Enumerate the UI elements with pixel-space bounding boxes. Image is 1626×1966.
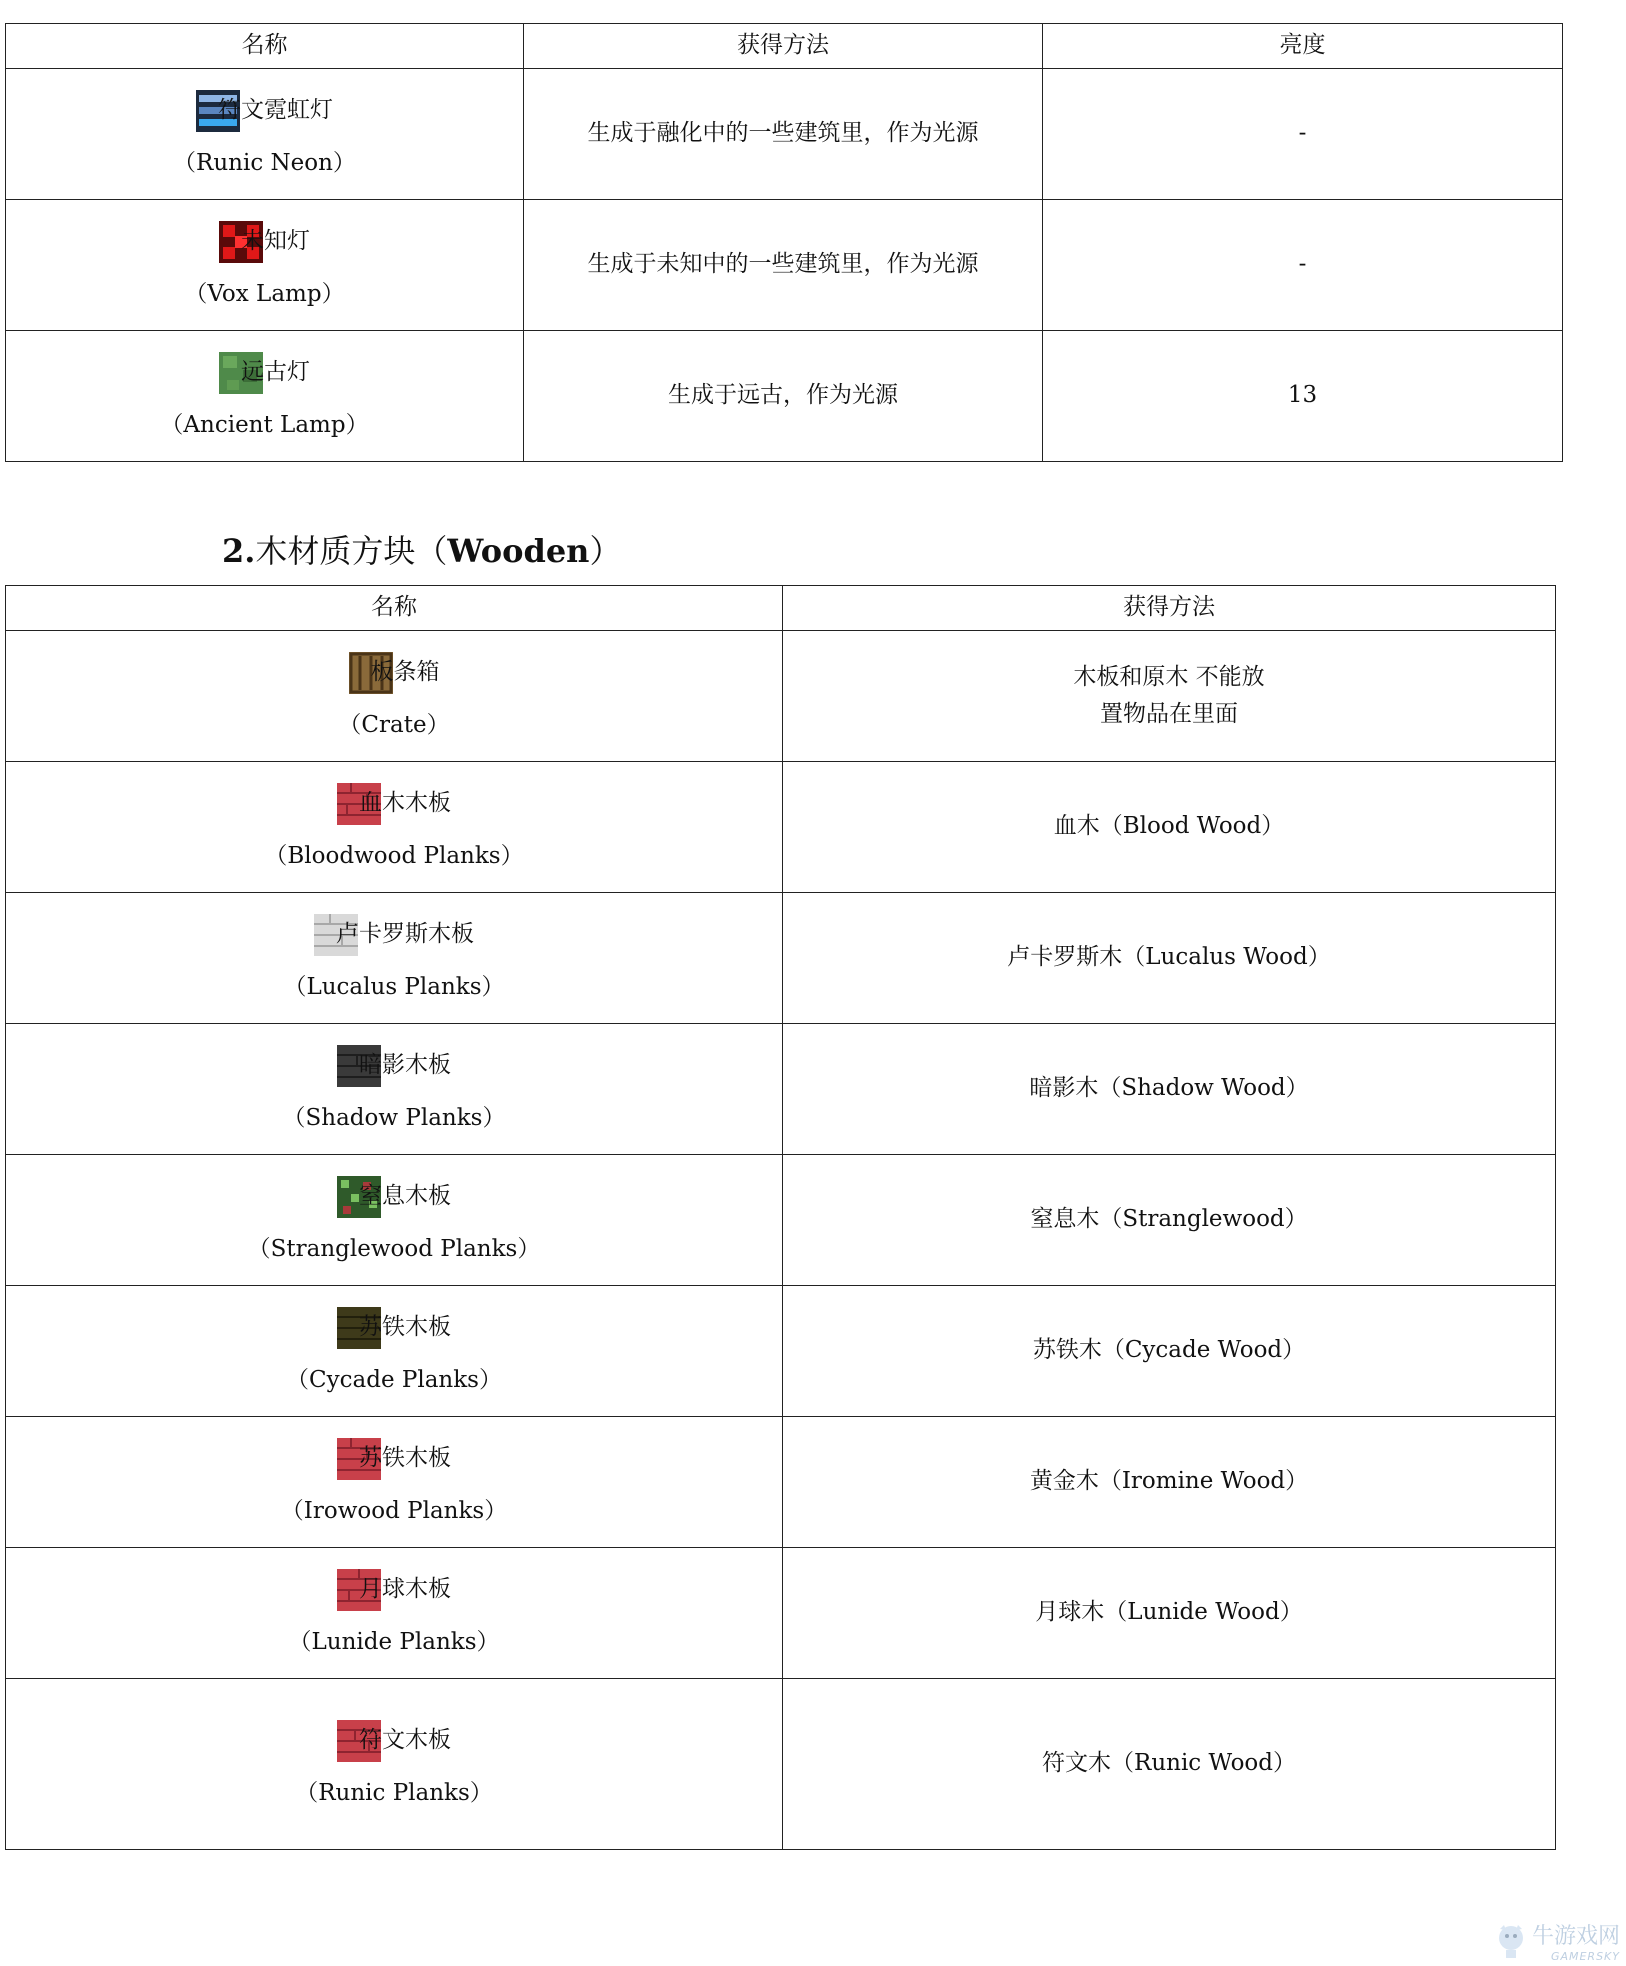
brightness-cell: - <box>1043 69 1563 200</box>
table-row <box>6 200 1563 331</box>
item-english-name: （Runic Planks） <box>295 1780 493 1807</box>
table-row <box>6 893 1556 1024</box>
name-cell <box>6 200 524 331</box>
item-english-name: （Ancient Lamp） <box>160 412 369 439</box>
table-header-row <box>6 24 1563 69</box>
name-cell <box>6 762 783 893</box>
item-english-name: （Irowood Planks） <box>280 1498 508 1525</box>
table-header-row <box>6 586 1556 631</box>
method-cell: 苏铁木（Cycade Wood） <box>783 1286 1556 1417</box>
name-cell <box>6 1155 783 1286</box>
item-name: 符文木板 <box>359 1727 451 1754</box>
name-cell <box>6 631 783 762</box>
header-method: 获得方法 <box>524 24 1043 69</box>
mascot-logo-icon <box>1494 1923 1528 1959</box>
name-cell <box>6 1417 783 1548</box>
name-cell <box>6 1679 783 1850</box>
header-brightness: 亮度 <box>1043 24 1563 69</box>
method-cell: 暗影木（Shadow Wood） <box>783 1024 1556 1155</box>
method-cell: 生成于融化中的一些建筑里，作为光源 <box>524 69 1043 200</box>
watermark-en: GAMERSKY <box>1550 1950 1620 1963</box>
section-number: 2. <box>222 532 256 570</box>
header-method: 获得方法 <box>783 586 1556 631</box>
method-line: 木板和原木 不能放 <box>1073 664 1265 691</box>
light-blocks-table <box>5 23 1563 462</box>
watermark <box>1470 1920 1620 1962</box>
method-line: 置物品在里面 <box>1100 701 1238 727</box>
item-english-name: （Stranglewood Planks） <box>247 1236 541 1263</box>
table-row <box>6 1548 1556 1679</box>
item-name: 暗影木板 <box>359 1052 451 1079</box>
name-cell <box>6 1286 783 1417</box>
item-name: 苏铁木板 <box>359 1445 451 1472</box>
table-row <box>6 1417 1556 1548</box>
table-row <box>6 69 1563 200</box>
method-cell <box>783 631 1556 762</box>
method-cell: 卢卡罗斯木（Lucalus Wood） <box>783 893 1556 1024</box>
method-cell: 月球木（Lunide Wood） <box>783 1548 1556 1679</box>
item-english-name: （Lucalus Planks） <box>283 974 505 1001</box>
table-row <box>6 331 1563 462</box>
item-name: 窒息木板 <box>359 1183 451 1210</box>
name-cell <box>6 69 524 200</box>
wooden-blocks-table <box>5 585 1556 1850</box>
method-cell: 黄金木（Iromine Wood） <box>783 1417 1556 1548</box>
item-english-name: （Bloodwood Planks） <box>264 843 524 870</box>
table-row <box>6 1155 1556 1286</box>
method-cell: 符文木（Runic Wood） <box>783 1679 1556 1850</box>
item-name: 未知灯 <box>241 228 310 255</box>
table-row <box>6 1679 1556 1850</box>
table-row <box>6 1286 1556 1417</box>
name-cell <box>6 893 783 1024</box>
item-english-name: （Cycade Planks） <box>286 1367 502 1394</box>
item-name: 符文霓虹灯 <box>218 97 333 124</box>
method-cell: 生成于远古，作为光源 <box>524 331 1043 462</box>
table-row <box>6 1024 1556 1155</box>
brightness-cell: 13 <box>1043 331 1563 462</box>
name-cell <box>6 1548 783 1679</box>
name-cell <box>6 1024 783 1155</box>
item-english-name: （Shadow Planks） <box>282 1105 506 1132</box>
method-cell: 生成于未知中的一些建筑里，作为光源 <box>524 200 1043 331</box>
method-cell: 窒息木（Stranglewood） <box>783 1155 1556 1286</box>
section-title-close: ） <box>589 532 622 570</box>
item-english-name: （Vox Lamp） <box>184 281 345 308</box>
item-name: 板条箱 <box>370 659 440 686</box>
item-name: 血木木板 <box>359 790 451 817</box>
item-name: 月球木板 <box>359 1576 451 1603</box>
name-cell <box>6 331 524 462</box>
section-title-cn: 木材质方块（ <box>255 532 448 570</box>
section-title-en: Wooden <box>447 532 590 570</box>
item-english-name: （Lunide Planks） <box>288 1629 500 1656</box>
header-name: 名称 <box>6 586 783 631</box>
table-row <box>6 631 1556 762</box>
table-row <box>6 762 1556 893</box>
item-english-name: （Crate） <box>338 712 450 739</box>
item-english-name: （Runic Neon） <box>173 150 356 177</box>
item-name: 远古灯 <box>241 359 310 386</box>
item-name: 苏铁木板 <box>359 1314 451 1341</box>
watermark-cn: 牛游戏网 <box>1531 1924 1620 1949</box>
method-cell: 血木（Blood Wood） <box>783 762 1556 893</box>
item-name: 卢卡罗斯木板 <box>336 921 474 948</box>
brightness-cell: - <box>1043 200 1563 331</box>
section-heading <box>222 526 621 572</box>
header-name: 名称 <box>6 24 524 69</box>
